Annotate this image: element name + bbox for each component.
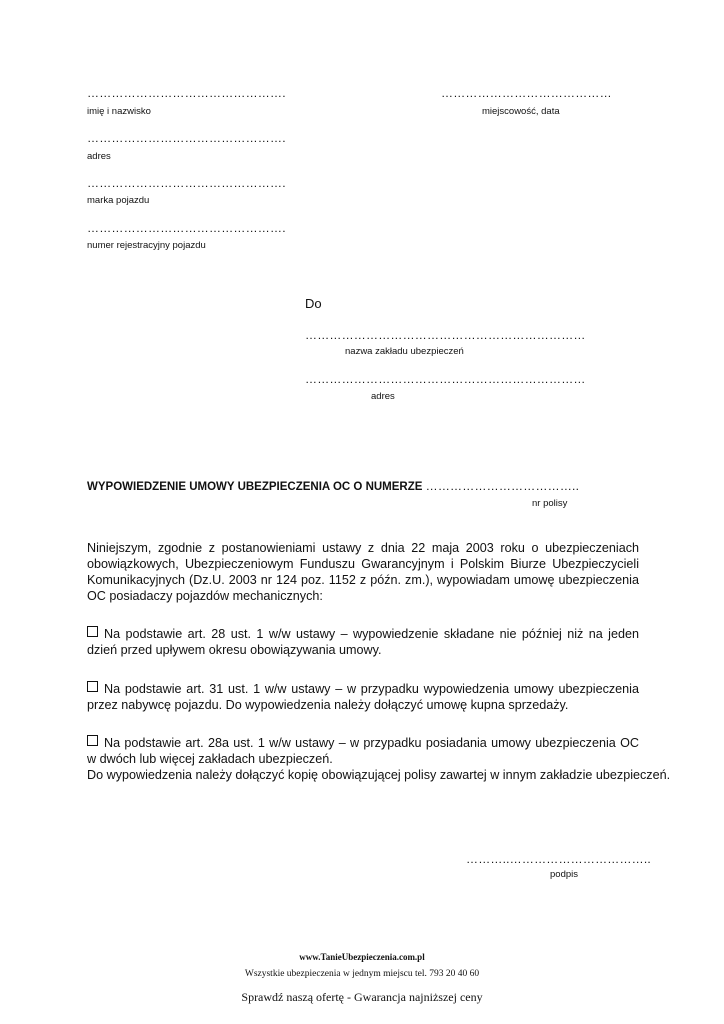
name-label: imię i nazwisko bbox=[87, 106, 151, 117]
name-line: …………………………………………. bbox=[87, 86, 286, 100]
footer-promo: Sprawdź naszą ofertę - Gwarancja najniższej ceny bbox=[241, 990, 483, 1004]
place-date-label: miejscowość, data bbox=[482, 106, 560, 117]
title-text: WYPOWIEDZENIE UMOWY UBEZPIECZENIA OC O NUMERZE bbox=[87, 481, 423, 493]
place-date-line: …………………………………… bbox=[441, 86, 612, 100]
option-art-31 bbox=[87, 681, 639, 713]
policy-number-label: nr polisy bbox=[532, 498, 568, 509]
insurer-name-line: …………………………………………………………… bbox=[305, 328, 586, 342]
option-text: Na podstawie art. 28a ust. 1 w/w ustawy – w przypadku posiadania umowy ubezpieczenia OC w dwóch lub więcej zakładach ubezpieczeń. bbox=[87, 736, 639, 766]
registration-line: …………………………………………. bbox=[87, 221, 286, 235]
checkbox-art-31[interactable] bbox=[87, 681, 98, 692]
vehicle-make-label: marka pojazdu bbox=[87, 195, 150, 206]
address-line: …………………………………………. bbox=[87, 131, 286, 145]
policy-number-line: ……………………………….. bbox=[425, 479, 580, 493]
signature-line: ………..…………………………….. bbox=[466, 852, 651, 866]
footer-tagline: Wszystkie ubezpieczenia w jednym miejscu tel. 793 20 40 60 bbox=[244, 969, 480, 979]
option-art-28a bbox=[87, 735, 671, 783]
option-text: Na podstawie art. 28 ust. 1 w/w ustawy – wypowiedzenie składane nie później niż na jeden dzień przed upływem okresu obowiązywania umowy. bbox=[87, 627, 639, 657]
checkbox-art-28a[interactable] bbox=[87, 735, 98, 746]
insurer-address-line: …………………………………………………………… bbox=[305, 372, 586, 386]
option-text: Na podstawie art. 31 ust. 1 w/w ustawy – w przypadku wypowiedzenia umowy ubezpieczenia przez nabywcę pojazdu. Do wypowiedzenia należy dołączyć umowę kupna sprzedaży. bbox=[87, 682, 639, 712]
footer-website: www.TanieUbezpieczenia.com.pl bbox=[299, 952, 425, 962]
intro-paragraph: Niniejszym, zgodnie z postanowieniami ustawy z dnia 22 maja 2003 roku o ubezpieczeniach obowiązkowych, Ubezpieczeniowym Funduszu Gwarancyjnym i Polskim Biurze Ubezpieczycieli Komunikacyjnych (Dz.U. 2003 nr 124 poz. 1152 z późn. zm.), wypowiadam umowę ubezpieczenia OC posiadaczy pojazdów mechanicznych: bbox=[87, 541, 639, 603]
registration-label: numer rejestracyjny pojazdu bbox=[87, 240, 206, 251]
recipient-to: Do bbox=[305, 296, 322, 311]
insurer-address-label: adres bbox=[371, 391, 395, 402]
vehicle-make-line: …………………………………………. bbox=[87, 176, 286, 190]
option-art-28 bbox=[87, 626, 639, 658]
document-title bbox=[87, 479, 579, 493]
insurer-name-label: nazwa zakładu ubezpieczeń bbox=[345, 346, 464, 357]
option-note: Do wypowiedzenia należy dołączyć kopię obowiązującej polisy zawartej w innym zakładzie ubezpieczeń. bbox=[87, 768, 671, 782]
checkbox-art-28[interactable] bbox=[87, 626, 98, 637]
address-label: adres bbox=[87, 151, 111, 162]
signature-label: podpis bbox=[550, 869, 578, 880]
